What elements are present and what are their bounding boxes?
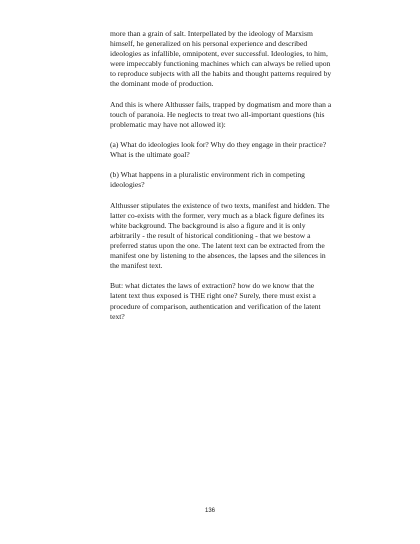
page-number: 136: [204, 508, 215, 514]
paragraph-4: (b) What happens in a pluralistic environment rich in competing ideologies?: [110, 170, 305, 190]
paragraph-3: (a) What do ideologies look for? Why do they engage in their practice? What is the ultimate goal?: [110, 140, 327, 160]
paragraph-5: Althusser stipulates the existence of two texts, manifest and hidden. The latter co-exists with the former, very much as a black figure defines its white background. The background is also a figure and it is only arbitrarily - the result of historical conditioning - that we bestow a preferred status upon the one. The latent text can be extracted from the manifest one by listening to the absences, the lapses and the silences in the manifest text.: [110, 200, 330, 271]
paragraph-2: And this is where Althusser fails, trapped by dogmatism and more than a touch of paranoia. He neglects to treat two all-important questions (his problematic may have not allowed it):: [110, 99, 332, 129]
paragraph-1: more than a grain of salt. Interpellated by the ideology of Marxism himself, he generalized on his personal experience and described ideologies as infallible, omnipotent, ever successful. Ideologies, to him, were impeccably functioning machines which can always be relied upon to reproduce subjects with all the habits and thought patterns required by the dominant mode of production.: [110, 29, 332, 89]
body-text: [110, 29, 332, 332]
paragraph-6: But: what dictates the laws of extraction? how do we know that the latent text thus exposed is THE right one? Surely, there must exist a procedure of comparison, authentication and verification of the latent text?: [110, 281, 321, 321]
